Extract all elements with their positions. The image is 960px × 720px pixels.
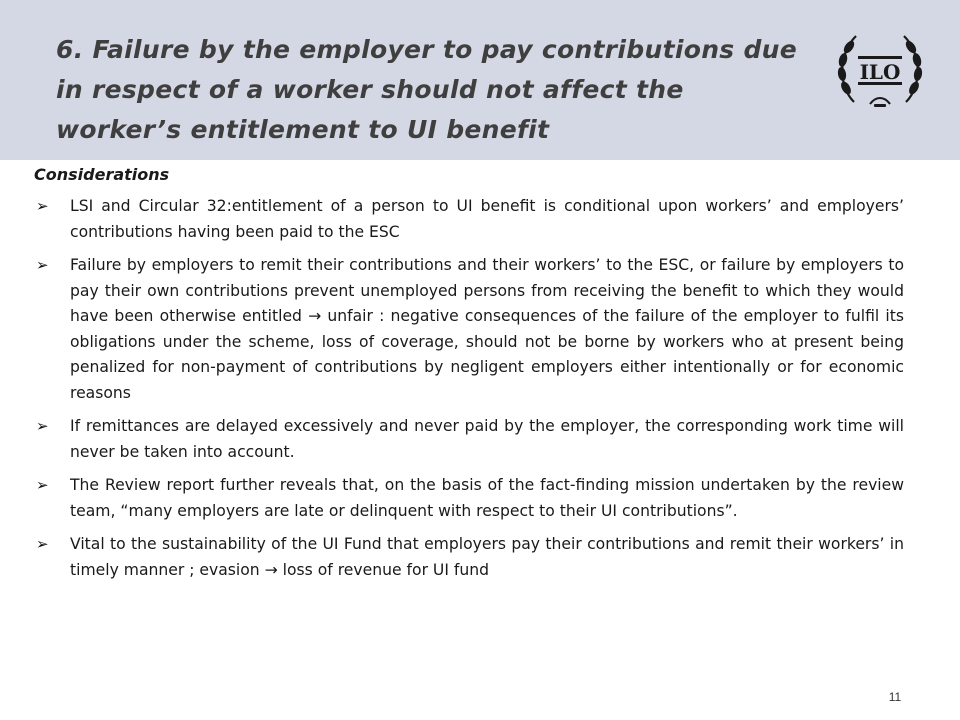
bullet-text: Vital to the sustainability of the UI Fund that employers pay their contributions and remit their workers’ in timely manner ; evasion → loss of revenue for UI fund [70,535,904,579]
slide-title: 6. Failure by the employer to pay contributions due in respect of a worker should not affect the worker’s entitlement to UI benefit [56,35,798,144]
bullet-item [34,253,904,406]
bullet-text: The Review report further reveals that, on the basis of the fact-finding mission undertaken by the review team, “many employers are late or delinquent with respect to their UI contributions”. [70,476,904,520]
section-heading: Considerations [34,165,170,184]
ilo-logo [834,22,926,114]
arrow-bullet-icon: ➢ [36,476,49,494]
bullet-list [34,194,904,583]
bullet-text: Failure by employers to remit their contributions and their workers’ to the ESC, or failure by employers to pay their own contributions prevent unemployed persons from receiving the benefit to which they would have been otherwise entitled → unfair : negative consequences of the failure of the employer to fulfil its obligations under the scheme, loss of coverage, should not be borne by workers who at present being penalized for non-payment of contributions by negligent employers either intentionally or for economic reasons [70,256,904,402]
title-banner [0,0,960,160]
page-number: 11 [888,690,902,704]
bullet-item [34,532,904,583]
bullet-text: If remittances are delayed excessively and never paid by the employer, the corresponding work time will never be taken into account. [70,417,904,461]
arrow-bullet-icon: ➢ [36,417,49,435]
arrow-bullet-icon: ➢ [36,535,49,553]
bullet-item [34,414,904,465]
bullet-item [34,194,904,245]
slide-body [34,162,904,591]
bullet-text: LSI and Circular 32:entitlement of a person to UI benefit is conditional upon workers’ and employers’ contributions having been paid to the ESC [70,197,904,241]
arrow-bullet-icon: ➢ [36,197,49,215]
bullet-item [34,473,904,524]
arrow-bullet-icon: ➢ [36,256,49,274]
svg-text:ILO: ILO [859,60,901,84]
